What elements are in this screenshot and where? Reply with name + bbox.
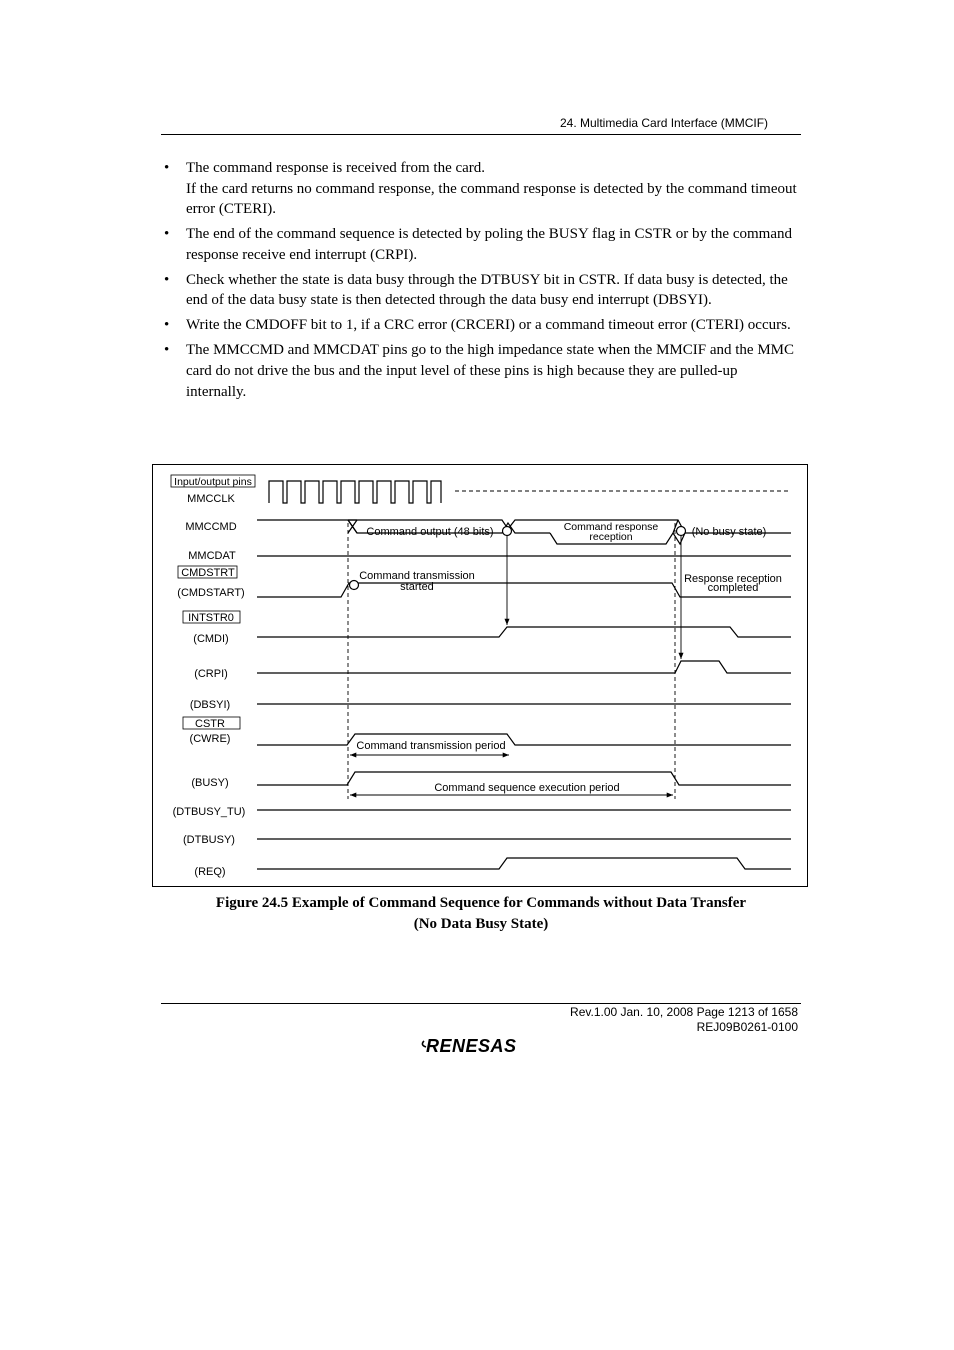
bullet-text: The end of the command sequence is detected by poling the BUSY flag in CSTR or by the command response receive end interrupt (CRPI). <box>186 226 792 263</box>
bullet-text: Write the CMDOFF bit to 1, if a CRC error (CRCERI) or a command timeout error (CTERI) occurs. <box>186 317 791 334</box>
bullet-item <box>186 270 801 311</box>
resp-end-event-marker <box>677 527 686 536</box>
resp-completed-label-line1: Response reception <box>684 573 782 585</box>
bullet-text: If the card returns no command response, the command response is detected by the command timeout error (CTERI). <box>186 180 797 218</box>
renesas-logo <box>420 1033 544 1057</box>
mmcdat-label: MMCDAT <box>188 550 236 562</box>
crpi-label: (CRPI) <box>194 668 228 680</box>
response-label-line2: reception <box>589 531 633 543</box>
cwre-waveform <box>257 734 791 745</box>
header-rule <box>161 134 801 135</box>
bullet-item <box>186 158 801 220</box>
cmdstrt-label: CMDSTRT <box>181 567 235 579</box>
bullet-text: The MMCCMD and MMCDAT pins go to the high impedance state when the MMCIF and the MMC card do not drive the bus and the input level of these pins is high because they are pulled-up internally. <box>186 342 795 400</box>
timing-diagram-frame <box>152 464 808 887</box>
bullet-item <box>186 224 801 265</box>
logo-text: RENESAS <box>426 1036 517 1056</box>
dbsyi-label: (DBSYI) <box>189 699 231 711</box>
footer-rule <box>161 1003 801 1004</box>
footer-revision: Rev.1.00 Jan. 10, 2008 Page 1213 of 1658 <box>570 1005 798 1019</box>
footer-doc-number: REJ09B0261-0100 <box>696 1020 798 1034</box>
tx-started-label-line1: Command transmission <box>359 570 475 582</box>
command-output-label: Command output (48 bits) <box>366 526 494 538</box>
mmccmd-label: MMCCMD <box>185 521 237 533</box>
cmd-end-event-marker <box>503 527 512 536</box>
dtbusy-label: (DTBUSY) <box>183 834 235 846</box>
mmcclk-waveform <box>269 481 441 503</box>
exec-period-label: Command sequence execution period <box>434 782 620 794</box>
dtbusy-tu-label: (DTBUSY_TU) <box>172 806 246 818</box>
cmdstart-label: (CMDSTART) <box>177 587 245 599</box>
cwre-label: (CWRE) <box>189 733 231 745</box>
tx-started-label-line2: started <box>400 581 434 593</box>
bullet-item <box>186 315 801 336</box>
bullet-text: Check whether the state is data busy through the DTBUSY bit in CSTR. If data busy is detected, the end of the data busy state is then detected through the data busy end interrupt (DBSYI). <box>186 271 788 309</box>
caption-line1: Figure 24.5 Example of Command Sequence for Commands without Data Transfer <box>215 895 747 911</box>
bullet-item <box>186 340 801 402</box>
tx-period-label: Command transmission period <box>356 740 506 752</box>
no-busy-label: (No busy state) <box>691 526 767 538</box>
bullet-text: The command response is received from the card. <box>186 160 486 176</box>
cmdi-waveform <box>257 627 791 637</box>
intstr0-label: INTSTR0 <box>188 612 234 624</box>
req-waveform <box>257 858 791 869</box>
mmcclk-label: MMCCLK <box>187 493 235 505</box>
response-label-line1: Command response <box>563 521 659 533</box>
mmccmd-bus-edges <box>348 520 357 533</box>
caption-line2: (No Data Busy State) <box>413 916 549 932</box>
cstr-label: CSTR <box>195 718 225 730</box>
req-label: (REQ) <box>194 866 226 878</box>
chapter-header: 24. Multimedia Card Interface (MMCIF) <box>560 116 769 130</box>
timing-diagram <box>153 465 809 888</box>
figure-caption <box>161 893 801 935</box>
resp-completed-label-line2: completed <box>707 582 759 594</box>
bullet-list <box>186 158 801 406</box>
crpi-waveform <box>257 661 791 673</box>
io-pins-label: Input/output pins <box>174 476 252 488</box>
cmdi-label: (CMDI) <box>193 633 229 645</box>
busy-label: (BUSY) <box>191 777 229 789</box>
tx-start-event-marker <box>350 581 359 590</box>
